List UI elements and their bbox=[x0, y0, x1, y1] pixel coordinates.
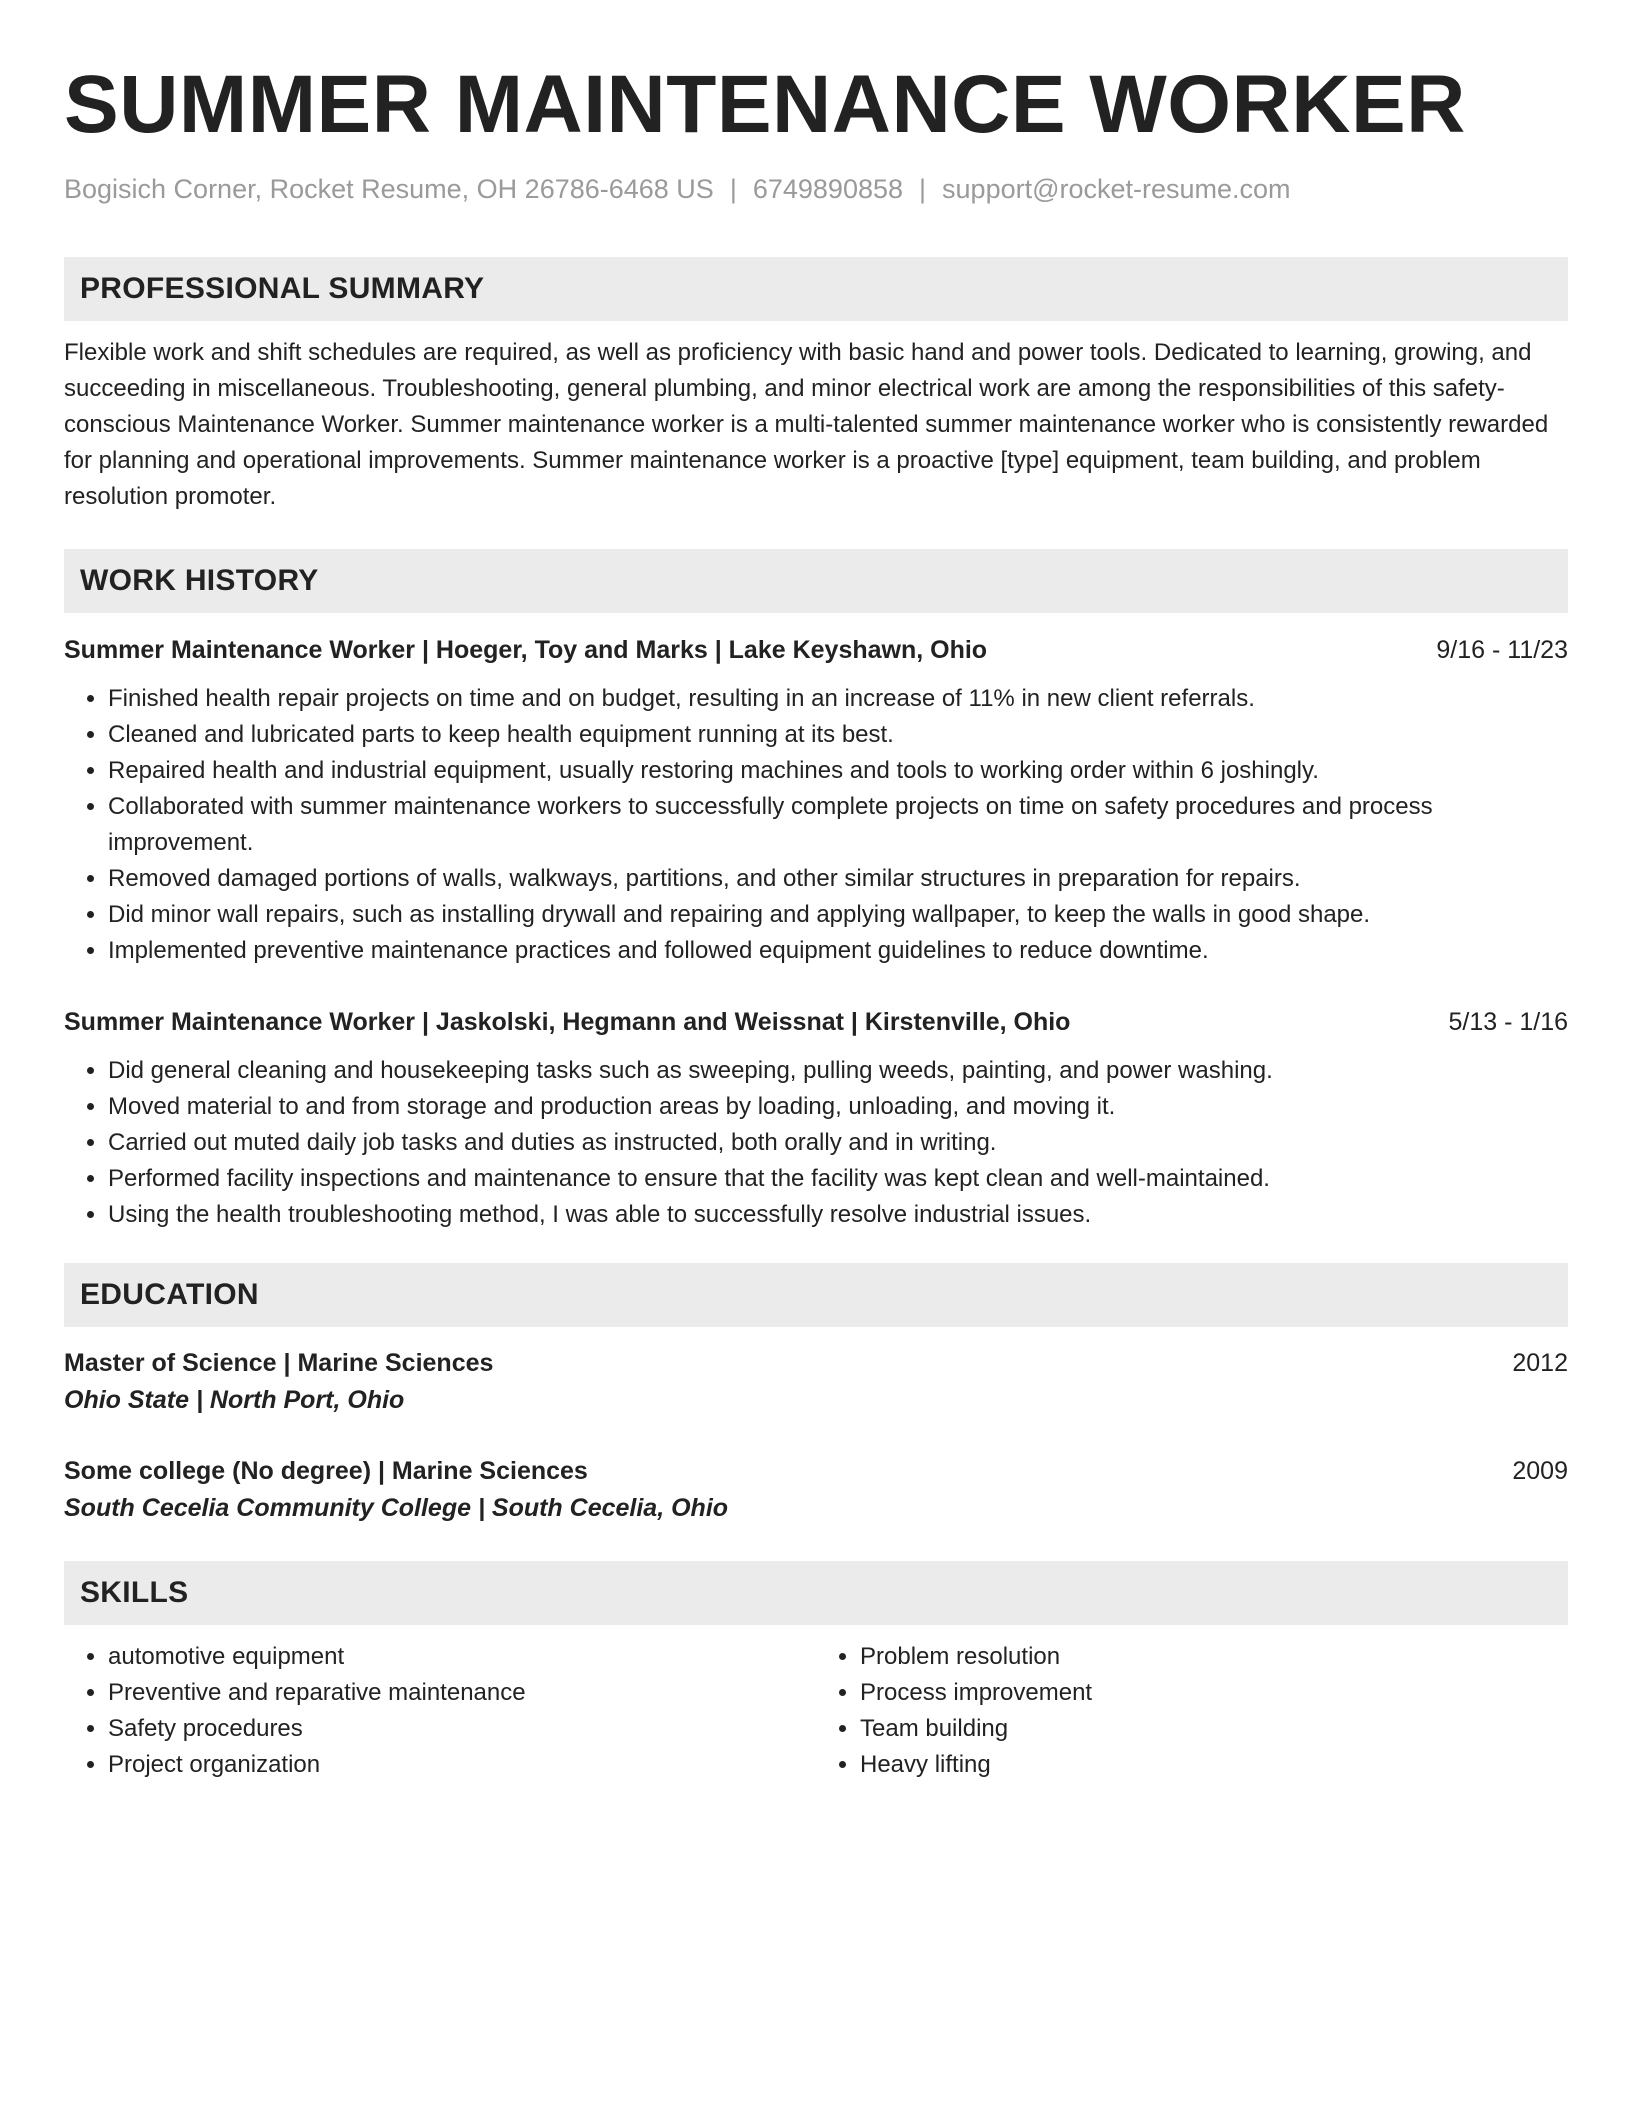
skill-item: • Preventive and reparative maintenance bbox=[108, 1675, 816, 1711]
job-bullet: • Moved material to and from storage and production areas by loading, unloading, and moving it. bbox=[108, 1089, 1568, 1125]
job-bullet: • Did general cleaning and housekeeping tasks such as sweeping, pulling weeds, painting, and power washing. bbox=[108, 1053, 1568, 1089]
education-school: Ohio State | North Port, Ohio bbox=[64, 1386, 405, 1414]
job-bullet: • Did minor wall repairs, such as installing drywall and repairing and applying wallpaper, to keep the walls in good shape. bbox=[108, 897, 1568, 933]
job-bullet: • Implemented preventive maintenance practices and followed equipment guidelines to reduce downtime. bbox=[108, 933, 1568, 969]
job-bullet: • Removed damaged portions of walls, walkways, partitions, and other similar structures in preparation for repairs. bbox=[108, 861, 1568, 897]
skill-item: • Safety procedures bbox=[108, 1711, 816, 1747]
contact-separator: | bbox=[729, 174, 737, 204]
education-degree: Master of Science | Marine Sciences bbox=[64, 1349, 494, 1377]
contact-line bbox=[64, 174, 1568, 205]
section-heading-work-history: WORK HISTORY bbox=[64, 549, 1568, 613]
job-dates: 9/16 - 11/23 bbox=[1436, 636, 1568, 664]
job-entry bbox=[64, 633, 1568, 969]
education-header bbox=[64, 1453, 1568, 1489]
contact-email: support@rocket-resume.com bbox=[942, 174, 1291, 204]
skills-list bbox=[64, 1639, 1568, 1783]
job-dates: 5/13 - 1/16 bbox=[1448, 1008, 1568, 1036]
education-entry bbox=[64, 1345, 1568, 1419]
job-header bbox=[64, 633, 1568, 667]
job-bullet: • Finished health repair projects on time and on budget, resulting in an increase of 11% in new client referrals. bbox=[108, 681, 1568, 717]
job-header bbox=[64, 1005, 1568, 1039]
job-bullet: • Cleaned and lubricated parts to keep health equipment running at its best. bbox=[108, 717, 1568, 753]
job-bullet: • Using the health troubleshooting method, I was able to successfully resolve industrial issues. bbox=[108, 1197, 1568, 1233]
education-degree: Some college (No degree) | Marine Sciences bbox=[64, 1457, 588, 1485]
skill-item: • Project organization bbox=[108, 1747, 816, 1783]
job-entry bbox=[64, 1005, 1568, 1233]
education-year: 2012 bbox=[1512, 1349, 1568, 1377]
skill-item: • Heavy lifting bbox=[860, 1747, 1568, 1783]
education-header bbox=[64, 1345, 1568, 1381]
job-bullet: • Performed facility inspections and maintenance to ensure that the facility was kept clean and well-maintained. bbox=[108, 1161, 1568, 1197]
education-school: South Cecelia Community College | South Cecelia, Ohio bbox=[64, 1494, 729, 1522]
skill-item: • automotive equipment bbox=[108, 1639, 816, 1675]
skills-column-left bbox=[64, 1639, 816, 1783]
education-year: 2009 bbox=[1512, 1457, 1568, 1485]
job-bullets bbox=[64, 681, 1568, 969]
skill-item: • Team building bbox=[860, 1711, 1568, 1747]
contact-phone: 6749890858 bbox=[752, 174, 904, 204]
contact-separator: | bbox=[919, 174, 927, 204]
job-title: Summer Maintenance Worker | Hoeger, Toy and Marks | Lake Keyshawn, Ohio bbox=[64, 636, 988, 664]
job-bullet: • Carried out muted daily job tasks and duties as instructed, both orally and in writing. bbox=[108, 1125, 1568, 1161]
job-title: Summer Maintenance Worker | Jaskolski, Hegmann and Weissnat | Kirstenville, Ohio bbox=[64, 1008, 1071, 1036]
job-bullets bbox=[64, 1053, 1568, 1233]
section-heading-education: EDUCATION bbox=[64, 1263, 1568, 1327]
skill-item: • Problem resolution bbox=[860, 1639, 1568, 1675]
resume-name: SUMMER MAINTENANCE WORKER bbox=[64, 59, 1466, 150]
job-bullet: • Repaired health and industrial equipment, usually restoring machines and tools to working order within 6 joshingly. bbox=[108, 753, 1568, 789]
section-heading-summary: PROFESSIONAL SUMMARY bbox=[64, 257, 1568, 321]
job-bullet: • Collaborated with summer maintenance workers to successfully complete projects on time on safety procedures and process improvement. bbox=[108, 789, 1568, 861]
skill-item: • Process improvement bbox=[860, 1675, 1568, 1711]
education-entry bbox=[64, 1453, 1568, 1527]
contact-address: Bogisich Corner, Rocket Resume, OH 26786-6468 US bbox=[64, 174, 714, 204]
skills-column-right bbox=[816, 1639, 1568, 1783]
section-heading-skills: SKILLS bbox=[64, 1561, 1568, 1625]
summary-text: Flexible work and shift schedules are required, as well as proficiency with basic hand and power tools. Dedicated to learning, growing, and succeeding in miscellaneous. Troubleshooting, general plumbing, and minor electrical work are among the responsibilities of this safety-conscious Maintenance Worker. Summer maintenance worker is a multi-talented summer maintenance worker who is consistently rewarded for planning and operational improvements. Summer maintenance worker is a proactive [type] equipment, team building, and problem resolution promoter. bbox=[64, 339, 1549, 510]
